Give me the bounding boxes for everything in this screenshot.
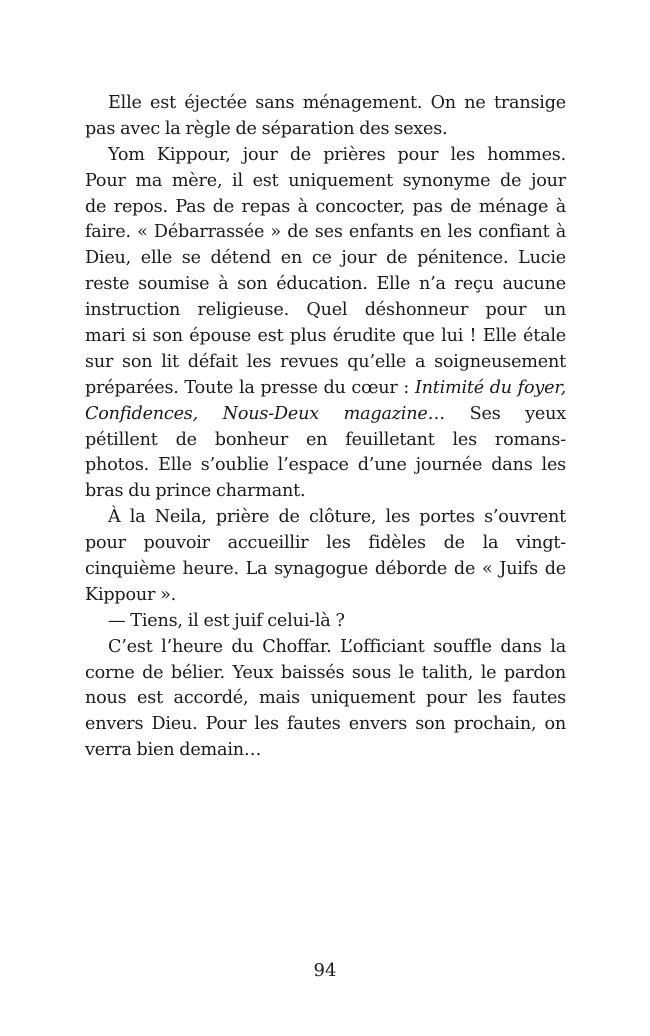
text-segment: nous est accordé, mais uniquement pour les fautes: [85, 688, 566, 709]
italic-text: Intimité du foyer,: [414, 377, 566, 398]
text-segment: À la Neila, prière de clôture, les portes s’ouvrent: [108, 507, 566, 528]
text-segment: Pour ma mère, il est uniquement synonyme de jour: [85, 170, 566, 191]
body-text: [85, 91, 566, 764]
text-segment: Yom Kippour, jour de prières pour les hommes.: [108, 144, 566, 165]
text-line: [85, 169, 566, 195]
text-segment: Elle est éjectée sans ménagement. On ne transige: [108, 93, 566, 113]
text-segment: mari si son épouse est plus érudite que lui ! Elle étale: [85, 326, 566, 347]
text-segment: — Tiens, il est juif celui-là ?: [108, 610, 345, 631]
text-segment: sur son lit défait les revues qu’elle a soigneusement: [85, 351, 566, 372]
text-line: [85, 635, 566, 661]
text-line: [85, 246, 566, 272]
text-line: [85, 91, 566, 117]
text-line: [85, 220, 566, 246]
text-line: [85, 350, 566, 376]
paragraph: [85, 91, 566, 143]
text-segment: … Ses yeux: [427, 403, 566, 424]
text-segment: C’est l’heure du Choffar. L’officiant souffle dans la: [108, 636, 566, 657]
text-line: [85, 661, 566, 687]
paragraph: [85, 143, 566, 505]
text-line: [85, 428, 566, 454]
text-segment: préparées. Toute la presse du cœur :: [85, 377, 415, 398]
paragraph: [85, 505, 566, 609]
text-segment: pas avec la règle de séparation des sexes.: [85, 118, 448, 139]
text-line: [85, 402, 566, 428]
text-line: [85, 531, 566, 557]
page-number: 94: [313, 960, 337, 981]
text-segment: pour pouvoir accueillir les fidèles de la vingt-: [85, 533, 566, 554]
text-segment: Kippour ».: [85, 584, 177, 605]
text-segment: cinquième heure. La synagogue déborde de « Juifs de: [85, 559, 566, 580]
text-line: [85, 143, 566, 169]
text-line: [85, 376, 566, 402]
text-segment: verra bien demain…: [85, 740, 262, 761]
text-line: [85, 686, 566, 712]
text-line: [85, 712, 566, 738]
paragraph: [85, 635, 566, 764]
text-segment: photos. Elle s’oublie l’espace d’une journée dans les: [85, 455, 566, 476]
italic-text: Confidences, Nous-Deux magazine: [85, 403, 428, 424]
text-line: [85, 609, 566, 635]
text-line: [85, 557, 566, 583]
text-segment: de repos. Pas de repas à concocter, pas de ménage à: [85, 196, 566, 217]
text-line: [85, 272, 566, 298]
text-line: [85, 505, 566, 531]
text-segment: Dieu, elle se détend en ce jour de pénitence. Lucie: [85, 248, 566, 269]
text-segment: envers Dieu. Pour les fautes envers son prochain, on: [85, 714, 566, 735]
text-segment: corne de bélier. Yeux baissés sous le talith, le pardon: [85, 662, 566, 683]
text-line: [85, 324, 566, 350]
text-segment: bras du prince charmant.: [85, 481, 306, 502]
text-line: [85, 117, 566, 143]
text-line: [85, 298, 566, 324]
paragraph: [85, 609, 566, 635]
text-segment: pétillent de bonheur en feuilletant les romans-: [85, 429, 566, 450]
text-segment: faire. « Débarrassée » de ses enfants en les confiant à: [85, 222, 566, 243]
text-line: [85, 738, 566, 764]
text-line: [85, 479, 566, 505]
text-line: [85, 583, 566, 609]
text-segment: reste soumise à son éducation. Elle n’a reçu aucune: [85, 274, 566, 295]
text-line: [85, 195, 566, 221]
text-line: [85, 453, 566, 479]
text-segment: instruction religieuse. Quel déshonneur pour un: [85, 300, 566, 321]
